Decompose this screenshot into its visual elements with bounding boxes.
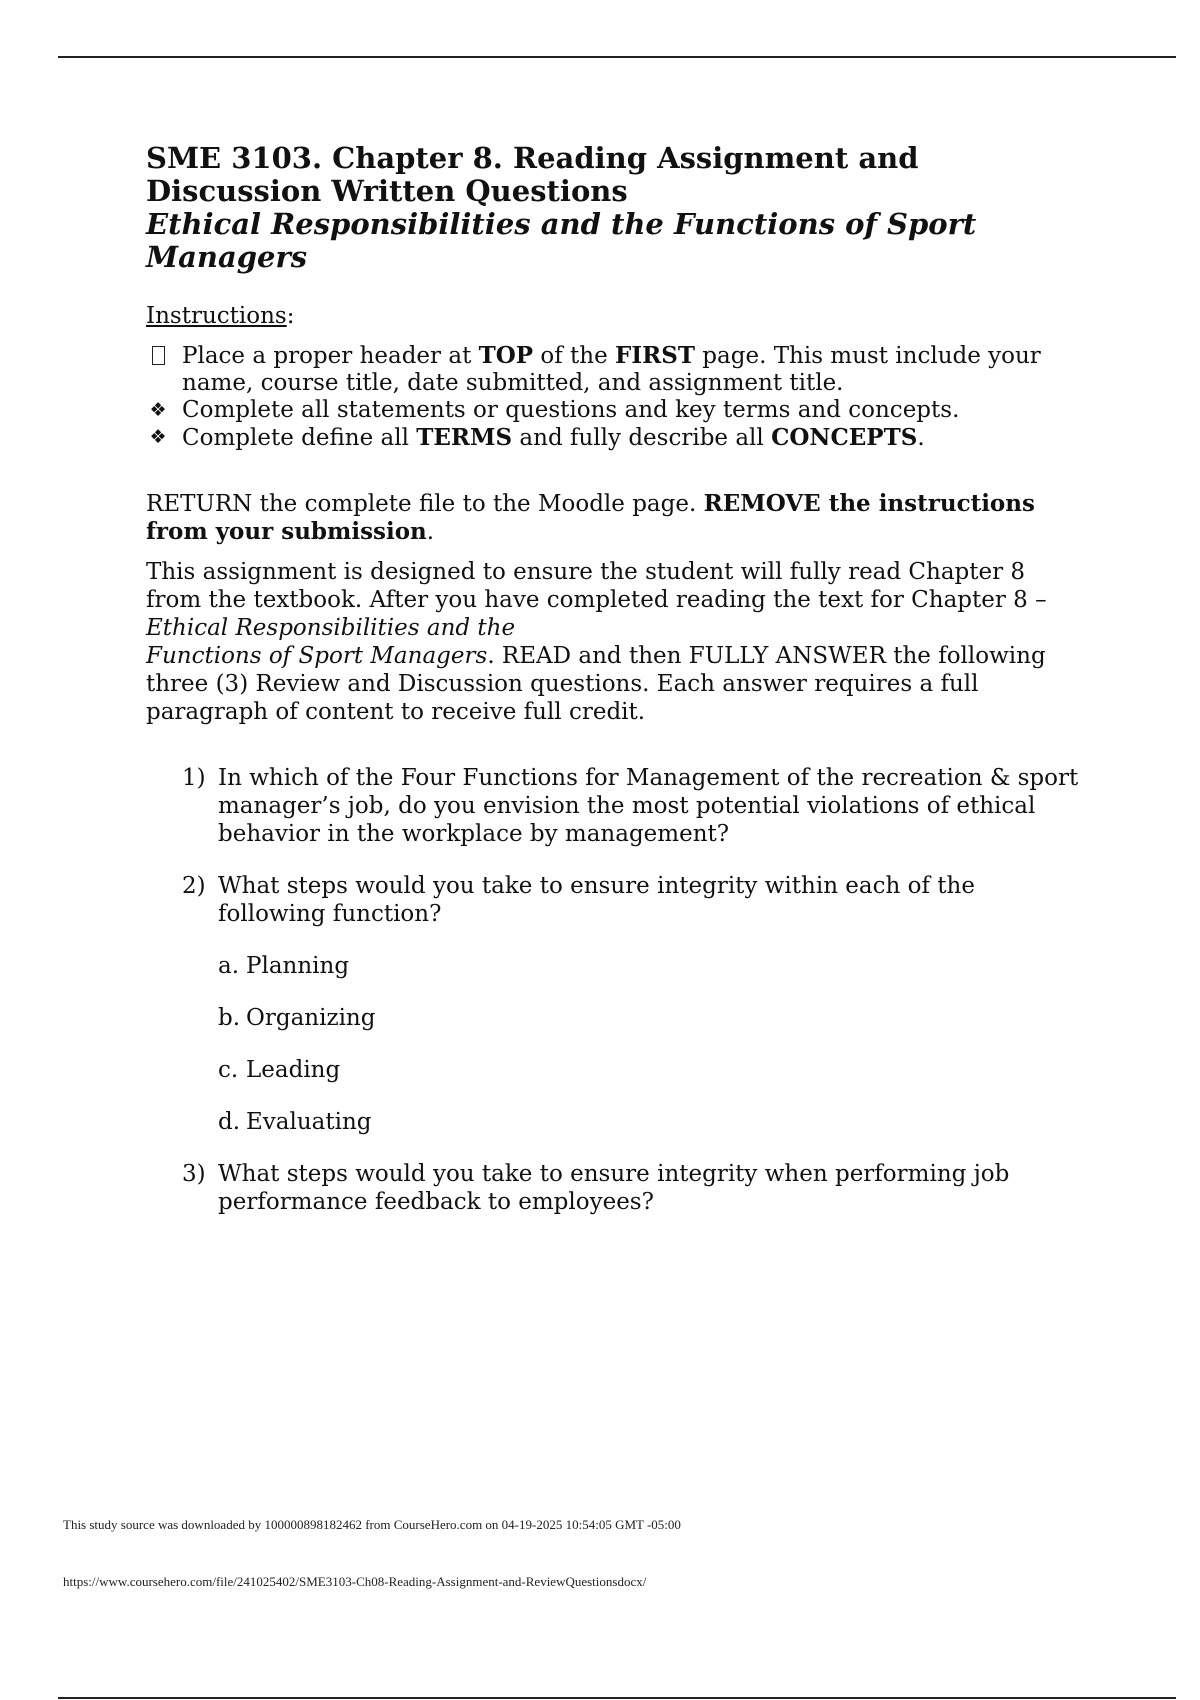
return-note-emphasis: REMOVE the instructions from your submission xyxy=(146,490,1035,545)
question-item xyxy=(146,764,1086,848)
intro-text-1: This assignment is designed to ensure the student will fully read Chapter 8 from the textbook. After you have completed reading the text for Chapter 8 – xyxy=(146,559,1047,613)
bottom-rule xyxy=(58,1697,1176,1699)
function-list xyxy=(218,952,1086,1136)
function-text: Evaluating xyxy=(246,1109,372,1135)
intro-italic-2: Functions of Sport Managers xyxy=(146,643,488,669)
function-item xyxy=(218,1056,1086,1084)
instruction-emphasis-concepts: CONCEPTS xyxy=(771,424,918,451)
instruction-item-header xyxy=(146,342,1086,397)
function-text: Planning xyxy=(246,953,350,979)
question-item xyxy=(146,872,1086,1136)
function-letter: a. xyxy=(218,953,240,979)
function-item xyxy=(218,1004,1086,1032)
instruction-emphasis-terms: TERMS xyxy=(416,424,513,451)
instruction-list xyxy=(146,342,1086,452)
function-letter: c. xyxy=(218,1057,239,1083)
instruction-emphasis-first: FIRST xyxy=(615,342,695,369)
question-text: What steps would you take to ensure integrity when performing job performance feedback to employees? xyxy=(218,1161,1010,1215)
top-rule xyxy=(58,56,1176,58)
question-number: 2) xyxy=(182,873,206,899)
instruction-item-define xyxy=(146,424,1086,452)
function-text: Leading xyxy=(246,1057,341,1083)
return-note-end: . xyxy=(426,519,435,545)
instruction-text-1a: Place a proper header at xyxy=(182,343,479,369)
instruction-text-2: Complete all statements or questions and key terms and concepts. xyxy=(182,397,960,423)
intro-italic-1: Ethical Responsibilities and the xyxy=(146,615,516,641)
question-list xyxy=(146,764,1086,1216)
question-text: What steps would you take to ensure integrity within each of the following function? xyxy=(218,873,975,927)
instruction-emphasis-top: TOP xyxy=(478,342,534,369)
return-note-text: RETURN the complete file to the Moodle page. xyxy=(146,491,704,517)
function-item xyxy=(218,1108,1086,1136)
function-item xyxy=(218,952,1086,980)
instructions-label: Instructions xyxy=(146,303,287,329)
box-bullet-icon xyxy=(146,342,170,373)
instruction-text-3b: and fully describe all xyxy=(512,425,772,451)
instruction-text-3c: . xyxy=(917,425,925,451)
question-text: In which of the Four Functions for Management of the recreation & sport manager’s job, do you envision the most potential violations of ethical behavior in the workplace by management? xyxy=(218,765,1079,847)
source-url-link[interactable]: https://www.coursehero.com/file/241025402/SME3103-Ch08-Reading-Assignment-and-ReviewQuestionsdocx/ xyxy=(63,1574,647,1589)
question-item xyxy=(146,1160,1086,1216)
function-letter: d. xyxy=(218,1109,241,1135)
question-number: 3) xyxy=(182,1161,206,1187)
download-source-note: This study source was downloaded by 100000898182462 from CourseHero.com on 04-19-2025 10:54:05 GMT -05:00 xyxy=(63,1517,681,1532)
document-body xyxy=(146,142,1086,1240)
document-subtitle: Ethical Responsibilities and the Functions of Sport Managers xyxy=(146,207,977,274)
intro-text-2: . READ and then FULLY ANSWER the following three (3) Review and Discussion questions. Each answer requires a full paragraph of content to receive full credit. xyxy=(146,643,1046,725)
function-letter: b. xyxy=(218,1005,241,1031)
instruction-text-1b: of the xyxy=(533,343,616,369)
instruction-item-complete xyxy=(146,397,1086,424)
instructions-heading xyxy=(146,302,1086,330)
question-number: 1) xyxy=(182,765,206,791)
intro-paragraph xyxy=(146,558,1086,726)
function-text: Organizing xyxy=(246,1005,376,1031)
instructions-colon: : xyxy=(286,303,295,329)
diamond-bullet-icon: ❖ xyxy=(149,399,167,421)
document-title: SME 3103. Chapter 8. Reading Assignment and Discussion Written Questions xyxy=(146,141,919,208)
diamond-bullet-icon: ❖ xyxy=(149,426,167,448)
instruction-text-1c: page. This must include your name, course title, date submitted, and assignment title. xyxy=(182,343,1041,396)
return-note xyxy=(146,490,1086,546)
instruction-text-3a: Complete define all xyxy=(182,425,417,451)
